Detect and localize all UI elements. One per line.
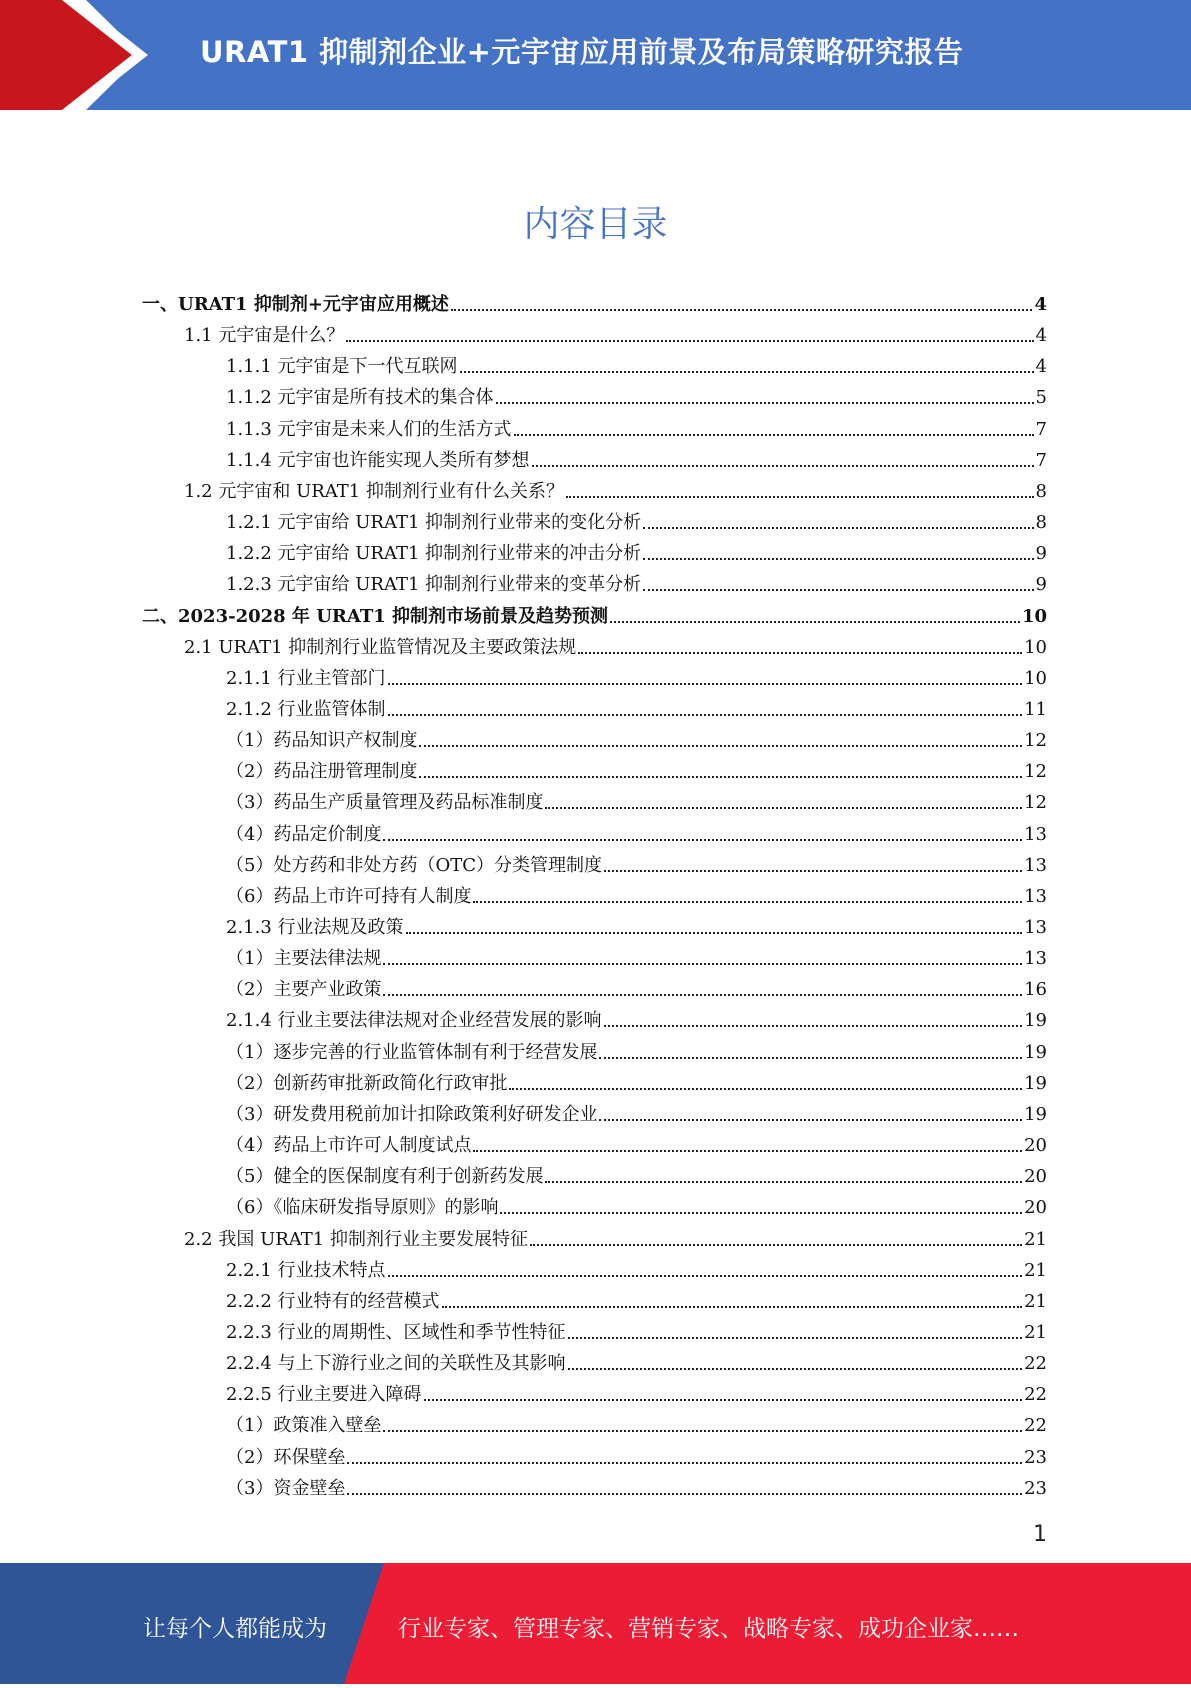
- toc-entry-page: 10: [1024, 667, 1047, 689]
- toc-entry-page: 20: [1024, 1135, 1047, 1157]
- footer-slogan-right: 行业专家、管理专家、营销专家、战略专家、成功企业家……: [398, 1616, 1019, 1642]
- toc-entry-text: （2）创新药审批新政简化行政审批: [226, 1072, 508, 1094]
- toc-entry-page: 23: [1024, 1477, 1047, 1499]
- toc-entry[interactable]: [226, 783, 1047, 814]
- toc-entry-page: 13: [1024, 948, 1047, 970]
- toc-leader-dots: [514, 433, 1034, 436]
- toc-entry[interactable]: [226, 1126, 1047, 1157]
- toc-entry-page: 19: [1024, 1103, 1047, 1125]
- toc-entry-page: 19: [1024, 1072, 1047, 1094]
- toc-entry-text: 1.1.1 元宇宙是下一代互联网: [226, 356, 458, 378]
- toc-leader-dots: [383, 1429, 1022, 1432]
- toc-entry[interactable]: [226, 1344, 1047, 1375]
- toc-entry-page: 4: [1034, 294, 1047, 315]
- toc-leader-dots: [643, 557, 1033, 560]
- toc-entry-page: 5: [1035, 387, 1047, 409]
- toc-leader-dots: [442, 1305, 1023, 1308]
- toc-entry-page: 9: [1035, 543, 1047, 565]
- toc-entry[interactable]: [142, 597, 1047, 628]
- toc-entry-text: 2.1 URAT1 抑制剂行业监管情况及主要政策法规: [184, 636, 577, 658]
- toc-entry[interactable]: [184, 628, 1047, 659]
- toc-entry-text: （1）药品知识产权制度: [226, 730, 418, 752]
- toc-entry[interactable]: [226, 378, 1047, 409]
- toc-entry[interactable]: [226, 441, 1047, 472]
- toc-leader-dots: [566, 495, 1034, 498]
- toc-leader-dots: [500, 1211, 1022, 1214]
- header-banner: [0, 0, 1191, 110]
- toc-entry[interactable]: [226, 846, 1047, 877]
- toc-entry-page: 20: [1024, 1166, 1047, 1188]
- toc-entry-text: （1）主要法律法规: [226, 948, 382, 970]
- toc-entry-text: （2）药品注册管理制度: [226, 761, 418, 783]
- toc-entry-text: 二、2023-2028 年 URAT1 抑制剂市场前景及趋势预测: [142, 605, 609, 627]
- toc-entry[interactable]: [184, 1220, 1047, 1251]
- toc-entry-text: （5）健全的医保制度有利于创新药发展: [226, 1166, 544, 1188]
- toc-entry-text: （2）环保壁垒: [226, 1446, 346, 1468]
- toc-leader-dots: [604, 1024, 1023, 1027]
- toc-leader-dots: [451, 308, 1033, 311]
- toc-leader-dots: [545, 806, 1022, 809]
- toc-entry-page: 21: [1024, 1290, 1047, 1312]
- toc-entry-text: 2.1.3 行业法规及政策: [226, 917, 404, 938]
- toc-entry-text: （3）研发费用税前加计扣除政策利好研发企业: [226, 1103, 598, 1125]
- toc-entry-text: （3）资金壁垒: [226, 1477, 346, 1499]
- toc-entry[interactable]: [226, 1064, 1047, 1095]
- toc-entry-page: 7: [1035, 418, 1047, 440]
- toc-entry-text: 1.1 元宇宙是什么？: [184, 325, 345, 347]
- toc-entry-text: （6）《临床研发指导原则》的影响: [226, 1197, 499, 1219]
- toc-entry-page: 7: [1035, 449, 1047, 471]
- toc-entry-page: 4: [1035, 356, 1047, 378]
- toc-leader-dots: [388, 1274, 1023, 1277]
- toc-entry-text: （1）政策准入壁垒: [226, 1415, 382, 1437]
- toc-leader-dots: [604, 869, 1022, 872]
- toc-leader-dots: [383, 962, 1022, 965]
- toc-entry[interactable]: [226, 503, 1047, 534]
- toc-entry[interactable]: [226, 410, 1047, 441]
- toc-entry[interactable]: [226, 1001, 1047, 1032]
- toc-entry-page: 11: [1024, 698, 1047, 720]
- toc-entry[interactable]: [226, 908, 1047, 939]
- toc-entry-text: 1.2.1 元宇宙给 URAT1 抑制剂行业带来的变化分析: [226, 512, 642, 534]
- toc-entry-text: 1.1.4 元宇宙也许能实现人类所有梦想: [226, 449, 530, 471]
- toc-entry-page: 22: [1024, 1384, 1047, 1406]
- toc-leader-dots: [424, 1398, 1023, 1401]
- toc-entry[interactable]: [184, 316, 1047, 347]
- toc-entry[interactable]: [226, 1438, 1047, 1469]
- toc-entry-page: 23: [1024, 1446, 1047, 1468]
- toc-entry[interactable]: [226, 1095, 1047, 1126]
- toc-entry-text: （6）药品上市许可持有人制度: [226, 885, 472, 907]
- toc-entry-text: 2.2 我国 URAT1 抑制剂行业主要发展特征: [184, 1228, 528, 1250]
- toc-leader-dots: [473, 1149, 1022, 1152]
- toc-entry-text: 2.2.1 行业技术特点: [226, 1259, 386, 1281]
- toc-entry[interactable]: [142, 285, 1047, 316]
- toc-leader-dots: [473, 900, 1022, 903]
- toc-entry[interactable]: [226, 721, 1047, 752]
- toc-entry-page: 13: [1024, 854, 1047, 876]
- toc-leader-dots: [406, 931, 1023, 934]
- toc-entry-text: 2.1.4 行业主要法律法规对企业经营发展的影响: [226, 1010, 602, 1032]
- footer-slogan-left: 让每个人都能成为: [143, 1616, 327, 1642]
- toc-leader-dots: [509, 1087, 1022, 1090]
- toc-entry[interactable]: [226, 1313, 1047, 1344]
- toc-entry[interactable]: [226, 659, 1047, 690]
- toc-leader-dots: [545, 1180, 1022, 1183]
- toc-entry-page: 21: [1024, 1228, 1047, 1250]
- toc-entry-text: （2）主要产业政策: [226, 979, 382, 1001]
- toc-leader-dots: [532, 464, 1034, 467]
- toc-leader-dots: [460, 370, 1034, 373]
- toc-entry-page: 19: [1024, 1010, 1047, 1032]
- toc-leader-dots: [383, 993, 1022, 996]
- toc-leader-dots: [419, 775, 1022, 778]
- toc-entry[interactable]: [226, 752, 1047, 783]
- toc-entry[interactable]: [226, 1251, 1047, 1282]
- toc-entry-text: （4）药品定价制度: [226, 823, 382, 845]
- toc-entry-text: 2.2.2 行业特有的经营模式: [226, 1290, 440, 1312]
- toc-entry-page: 8: [1035, 480, 1047, 502]
- toc-entry-page: 22: [1024, 1353, 1047, 1375]
- toc-leader-dots: [530, 1243, 1022, 1246]
- toc-leader-dots: [346, 339, 1033, 342]
- toc-leader-dots: [643, 588, 1033, 591]
- toc-entry[interactable]: [226, 690, 1047, 721]
- toc-leader-dots: [578, 651, 1022, 654]
- toc-entry-text: 1.1.3 元宇宙是未来人们的生活方式: [226, 418, 512, 440]
- toc-leader-dots: [419, 744, 1022, 747]
- toc-entry-text: 2.1.2 行业监管体制: [226, 698, 386, 720]
- toc-entry-text: （5）处方药和非处方药（OTC）分类管理制度: [226, 854, 602, 876]
- toc-leader-dots: [388, 713, 1023, 716]
- toc-entry-page: 21: [1024, 1259, 1047, 1281]
- toc-heading: 内容目录: [523, 204, 668, 245]
- toc-entry-text: （1）逐步完善的行业监管体制有利于经营发展: [226, 1041, 598, 1063]
- toc-entry[interactable]: [226, 1033, 1047, 1064]
- toc-entry[interactable]: [226, 970, 1047, 1001]
- toc-entry[interactable]: [226, 1157, 1047, 1188]
- toc-leader-dots: [383, 838, 1022, 841]
- toc-entry-page: 8: [1035, 512, 1047, 534]
- toc-entry[interactable]: [226, 939, 1047, 970]
- toc-entry[interactable]: [226, 1469, 1047, 1500]
- toc-entry-page: 22: [1024, 1415, 1047, 1437]
- toc-leader-dots: [568, 1367, 1023, 1370]
- report-title: URAT1 抑制剂企业+元宇宙应用前景及布局策略研究报告: [200, 34, 964, 69]
- toc-leader-dots: [610, 620, 1020, 623]
- toc-entry-text: 1.1.2 元宇宙是所有技术的集合体: [226, 387, 494, 409]
- toc-entry-page: 19: [1024, 1041, 1047, 1063]
- toc-entry-text: 2.2.4 与上下游行业之间的关联性及其影响: [226, 1353, 566, 1375]
- toc-entry-text: 2.2.3 行业的周期性、区域性和季节性特征: [226, 1321, 566, 1343]
- toc-entry[interactable]: [226, 877, 1047, 908]
- toc-entry[interactable]: [226, 534, 1047, 565]
- toc-leader-dots: [568, 1336, 1023, 1339]
- toc-entry-text: 1.2 元宇宙和 URAT1 抑制剂行业有什么关系？: [184, 480, 564, 502]
- toc-leader-dots: [599, 1118, 1022, 1121]
- toc-entry-text: 2.1.1 行业主管部门: [226, 667, 386, 689]
- toc-leader-dots: [347, 1492, 1022, 1495]
- toc-entry-text: 1.2.3 元宇宙给 URAT1 抑制剂行业带来的变革分析: [226, 574, 642, 596]
- toc-entry-page: 20: [1024, 1197, 1047, 1219]
- toc-entry-text: 2.2.5 行业主要进入障碍: [226, 1384, 422, 1406]
- toc-entry-page: 13: [1024, 823, 1047, 845]
- toc-entry-page: 12: [1024, 761, 1047, 783]
- toc-entry-page: 9: [1035, 574, 1047, 596]
- toc-entry-page: 13: [1024, 885, 1047, 907]
- toc-entry-text: （3）药品生产质量管理及药品标准制度: [226, 792, 544, 814]
- toc-leader-dots: [388, 682, 1023, 685]
- toc-entry-page: 13: [1024, 917, 1047, 938]
- toc-entry[interactable]: [226, 1188, 1047, 1219]
- toc-entry-page: 10: [1024, 636, 1047, 658]
- toc-entry-page: 12: [1024, 730, 1047, 752]
- toc-entry[interactable]: [226, 565, 1047, 596]
- toc-entry-page: 4: [1035, 325, 1047, 347]
- toc-entry-text: 1.2.2 元宇宙给 URAT1 抑制剂行业带来的冲击分析: [226, 543, 642, 565]
- toc-entry-text: 一、URAT1 抑制剂+元宇宙应用概述: [142, 294, 449, 315]
- toc-entry[interactable]: [226, 1282, 1047, 1313]
- toc-leader-dots: [347, 1461, 1022, 1464]
- page-number: 1: [1033, 1522, 1047, 1547]
- toc-entry[interactable]: [226, 815, 1047, 846]
- toc-leader-dots: [643, 526, 1033, 529]
- toc-entry-page: 10: [1021, 605, 1047, 627]
- toc-entry-page: 12: [1024, 792, 1047, 814]
- toc-entry-text: （4）药品上市许可人制度试点: [226, 1135, 472, 1157]
- toc-entry-page: 16: [1024, 979, 1047, 1001]
- toc-entry-page: 21: [1024, 1321, 1047, 1343]
- toc-entry[interactable]: [226, 347, 1047, 378]
- toc-leader-dots: [496, 401, 1034, 404]
- toc-leader-dots: [599, 1056, 1022, 1059]
- toc-entry[interactable]: [226, 1375, 1047, 1406]
- toc-entry[interactable]: [226, 1406, 1047, 1437]
- toc-entry[interactable]: [184, 472, 1047, 503]
